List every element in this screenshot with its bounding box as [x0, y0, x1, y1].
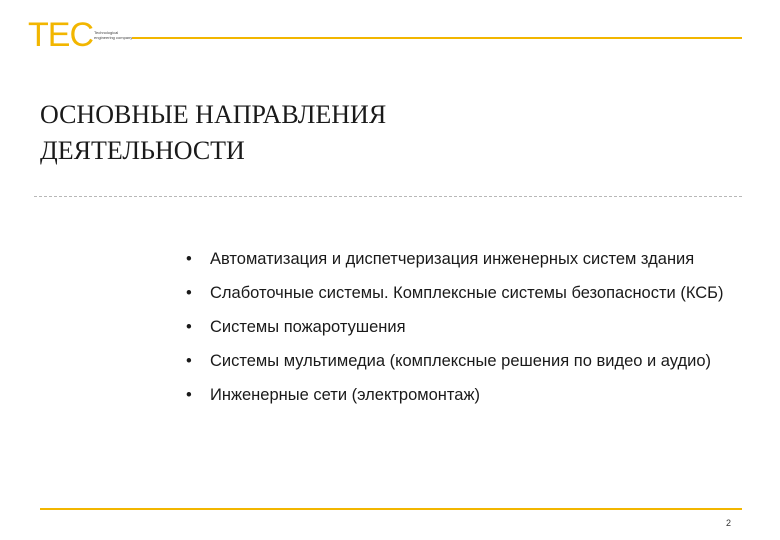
bullet-text: Инженерные сети (электромонтаж) [210, 386, 481, 404]
slide-title [40, 97, 600, 169]
bullet-item [186, 248, 726, 270]
bullet-text: Системы пожаротушения [210, 318, 406, 336]
bullet-icon: • [186, 352, 192, 370]
bullet-text: Системы мультимедиа (комплексные решения по видео и аудио) [210, 352, 712, 370]
header-divider [132, 37, 742, 39]
bullet-text: Автоматизация и диспетчеризация инженерных систем здания [210, 250, 695, 268]
title-line-1: ОСНОВНЫЕ НАПРАВЛЕНИЯ [40, 100, 387, 129]
bullet-icon: • [186, 250, 192, 268]
bullet-item [186, 316, 726, 338]
logo-mark: TEC [28, 16, 93, 54]
footer-divider [40, 508, 742, 510]
bullet-list [186, 248, 726, 418]
logo-tagline: Technological engineering company [94, 30, 133, 40]
title-line-2: ДЕЯТЕЛЬНОСТИ [40, 136, 245, 165]
bullet-icon: • [186, 386, 192, 404]
bullet-icon: • [186, 318, 192, 336]
bullet-item [186, 350, 726, 372]
bullet-item [186, 384, 726, 406]
bullet-item [186, 282, 726, 304]
page-number: 2 [726, 518, 732, 528]
dashed-divider [34, 196, 742, 197]
bullet-icon: • [186, 284, 192, 302]
bullet-text: Слаботочные системы. Комплексные системы безопасности (КСБ) [210, 284, 724, 302]
